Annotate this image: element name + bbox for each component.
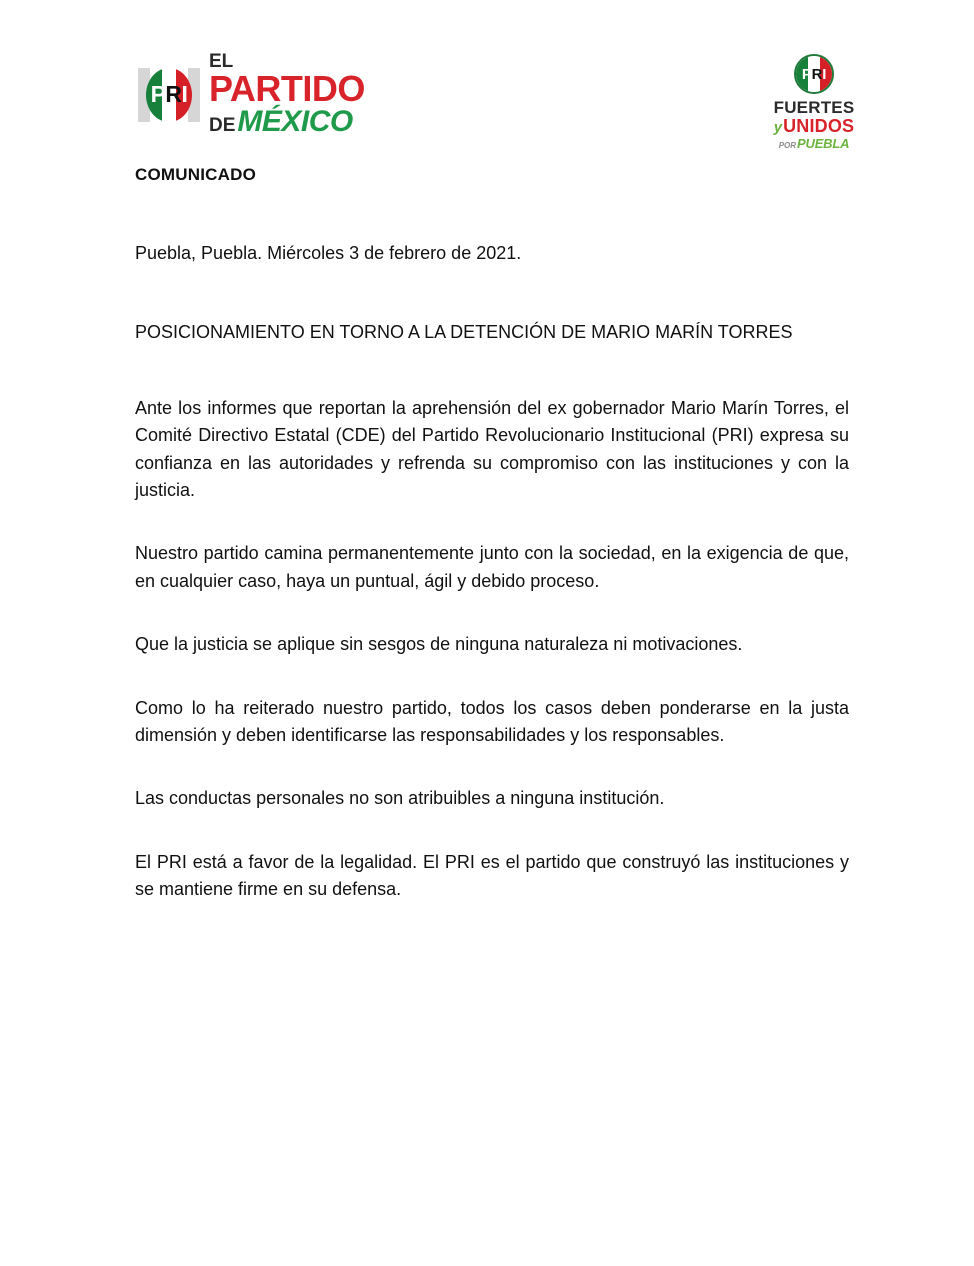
emblem-letter-r: R [165, 81, 182, 108]
badge-pri-letters [794, 54, 834, 94]
wordmark-de-mexico [209, 107, 365, 137]
dateline: Puebla, Puebla. Miércoles 3 de febrero de 2021. [135, 243, 522, 263]
badge-letter-i: I [822, 65, 827, 83]
badge-letter-r: R [811, 65, 823, 83]
slogan-por: POR [778, 141, 797, 150]
document-header [0, 0, 974, 150]
slogan-y-unidos [766, 117, 862, 135]
pri-badge-icon [794, 54, 834, 94]
slogan-por-puebla [766, 137, 862, 150]
slogan-block [766, 99, 862, 150]
wordmark-el: EL [209, 51, 234, 72]
slogan-y: y [773, 119, 783, 136]
body-paragraph: Las conductas personales no son atribuibles a ninguna institución. [135, 788, 665, 809]
wordmark-partido: PARTIDO [209, 68, 365, 109]
fuertes-y-unidos-logo [766, 54, 862, 150]
body-paragraph: Ante los informes que reportan la aprehensión del ex gobernador Mario Marín Torres, el Comité Directivo Estatal (CDE) del Partido Revolucionario Institucional (PRI) expresa su confianza en las autoridades y refrenda su compromiso con las instituciones y con la justicia. [135, 398, 849, 501]
page-title: COMUNICADO [135, 165, 256, 184]
document-body [135, 165, 849, 903]
wordmark-de: DE [209, 115, 236, 137]
pri-partido-de-mexico-logo [138, 52, 365, 137]
emblem-letter-p: P [150, 81, 166, 108]
body-paragraph: Que la justicia se aplique sin sesgos de ninguna naturaleza ni motivaciones. [135, 634, 743, 655]
wordmark-mexico: MÉXICO [237, 105, 353, 139]
body-paragraph: Nuestro partido camina permanentemente junto con la sociedad, en la exigencia de que, en cualquier caso, haya un puntual, ágil y debido proceso. [135, 543, 849, 591]
emblem-letter-i: I [181, 81, 188, 108]
slogan-puebla: PUEBLA [797, 136, 850, 151]
slogan-unidos: UNIDOS [783, 116, 855, 136]
subject-heading: POSICIONAMIENTO EN TORNO A LA DETENCIÓN DE MARIO MARÍN TORRES [135, 322, 793, 342]
slogan-fuertes: FUERTES [773, 98, 855, 117]
partido-wordmark [209, 52, 365, 137]
badge-letter-p: P [801, 65, 812, 83]
body-paragraph: Como lo ha reiterado nuestro partido, todos los casos deben ponderarse en la justa dimensión y deben identificarse las responsabilidades y los responsables. [135, 697, 849, 745]
pri-emblem-icon [138, 64, 200, 126]
body-paragraph: El PRI está a favor de la legalidad. El PRI es el partido que construyó las instituciones y se mantiene firme en su defensa. [135, 851, 849, 899]
emblem-pri-letters [138, 64, 200, 126]
